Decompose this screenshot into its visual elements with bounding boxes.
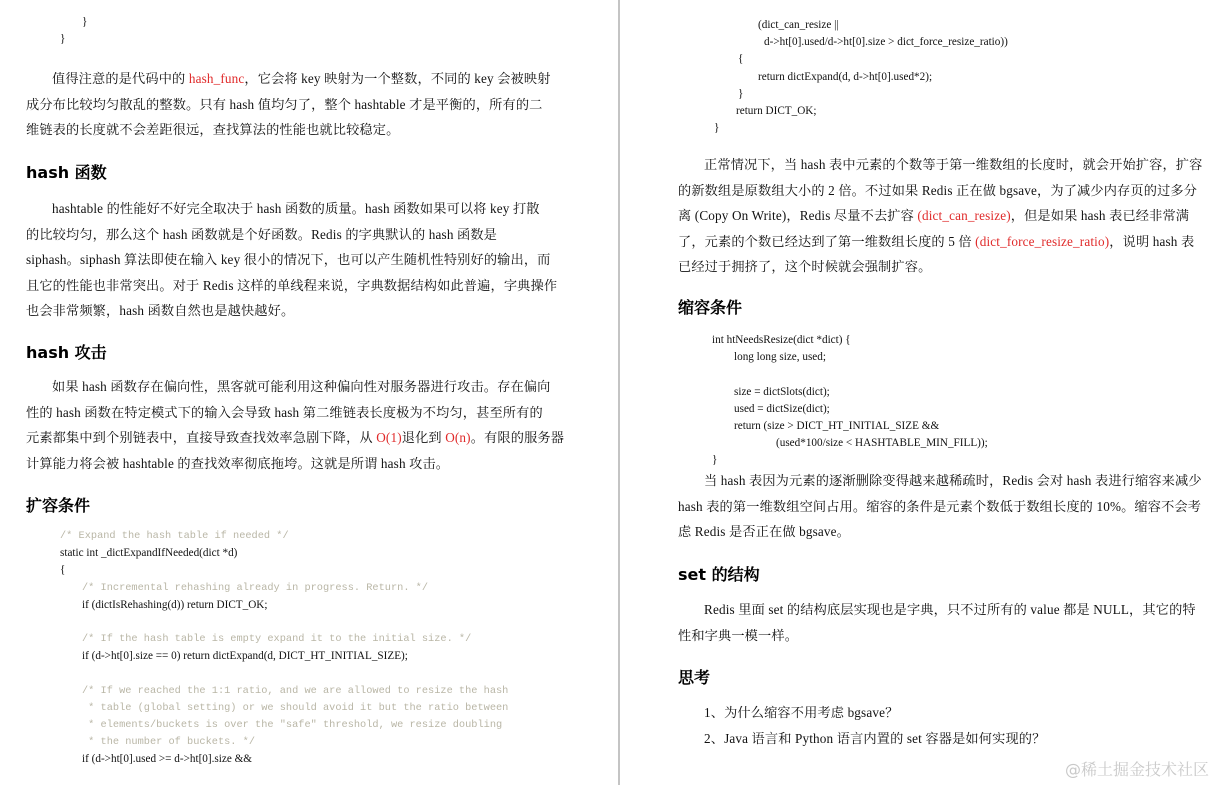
- heading-hash-function: hash 函数: [26, 163, 107, 182]
- paragraph-line: 性的 hash 函数在特定模式下的输入会导致 hash 第二维链表长度极为不均匀，甚至所有的: [26, 404, 543, 420]
- paragraph-line: 性和字典一模一样。: [678, 627, 799, 643]
- code-line: }: [714, 122, 720, 135]
- code-line: {: [738, 53, 744, 66]
- code-line: return dictExpand(d, d->ht[0].used*2);: [758, 70, 933, 83]
- code-line: d->ht[0].used/d->ht[0].size > dict_force_resize_ratio)): [764, 36, 1008, 49]
- paragraph-line: 计算能力将会被 hashtable 的查找效率彻底拖垮。这就是所谓 hash 攻击。: [26, 455, 450, 471]
- code-comment: /* If we reached the 1:1 ratio, and we are allowed to resize the hash: [82, 684, 509, 697]
- paragraph-line: 已经过于拥挤了，这个时候就会强制扩容。: [678, 259, 932, 274]
- shrink-explain-paragraph: [678, 468, 1202, 545]
- heading-shrink-condition: 缩容条件: [678, 298, 743, 317]
- code-line: }: [60, 33, 66, 46]
- code-line: }: [738, 87, 744, 100]
- question-item: 2、Java 语言和 Python 语言内置的 set 容器是如何实现的？: [704, 730, 1046, 746]
- intro-paragraph: [26, 66, 551, 143]
- code-line: (dict_can_resize ||: [758, 19, 839, 31]
- code-line: {: [60, 564, 66, 577]
- code-comment: /* If the hash table is empty expand it to the initial size. */: [82, 633, 472, 646]
- code-line: used = dictSize(dict);: [734, 402, 830, 415]
- paragraph-line: 当 hash 表因为元素的逐渐删除变得越来越稀疏时，Redis 会对 hash 表进行缩容来减少: [704, 473, 1202, 488]
- set-structure-paragraph: [678, 597, 1196, 648]
- code-line: int htNeedsResize(dict *dict) {: [712, 334, 851, 346]
- paragraph-line: siphash。siphash 算法即使在输入 key 很小的情况下，也可以产生随机性特别好的输出，而: [26, 252, 551, 267]
- dict-force-resize-ratio-highlight: (dict_force_resize_ratio): [975, 233, 1110, 249]
- code-line: (used*100/size < HASHTABLE_MIN_FILL));: [776, 437, 988, 450]
- heading-think: 思考: [678, 668, 711, 687]
- paragraph-line: 也会非常频繁，hash 函数自然也是越快越好。: [26, 303, 295, 318]
- paragraph-line: 元素都集中到个别链表中，直接导致查找效率急剧下降，从 O(1)退化到 O(n)。有限的服务器: [26, 430, 565, 445]
- on-highlight: O(n): [445, 430, 471, 445]
- heading-hash-attack: hash 攻击: [26, 343, 107, 362]
- hash-attack-paragraph: [26, 374, 564, 476]
- right-page: [620, 0, 1232, 785]
- code-comment: * table (global setting) or we should avoid it but the ratio between: [82, 701, 509, 714]
- code-comment: /* Expand the hash table if needed */: [60, 530, 289, 542]
- code-line: }: [712, 454, 718, 467]
- code-line: long long size, used;: [734, 351, 826, 364]
- code-comment: * the number of buckets. */: [82, 736, 256, 749]
- question-item: 1、为什么缩容不用考虑 bgsave？: [704, 705, 899, 720]
- paragraph-line: 如果 hash 函数存在偏向性，黑客就可能利用这种偏向性对服务器进行攻击。存在偏向: [52, 379, 551, 394]
- code-comment: * elements/buckets is over the "safe" threshold, we resize doubling: [82, 719, 503, 732]
- paragraph-line: 的新数组是原数组大小的 2 倍。不过如果 Redis 正在做 bgsave，为了减少内存页的过多分: [678, 182, 1198, 198]
- dict-can-resize-highlight: (dict_can_resize): [917, 208, 1011, 223]
- code-line: size = dictSlots(dict);: [734, 385, 830, 398]
- heading-set-structure: set 的结构: [678, 565, 760, 584]
- heading-expand-condition: 扩容条件: [26, 496, 91, 515]
- paragraph-line: 维链表的长度就不会差距很远，查找算法的性能也就比较稳定。: [26, 122, 400, 137]
- code-blank: [60, 614, 508, 631]
- paragraph-line: 的比较均匀，那么这个 hash 函数就是个好函数。Redis 的字典默认的 hash 函数是: [26, 226, 498, 242]
- hash-function-paragraph: [26, 196, 557, 324]
- paragraph-line: hash 表的第一维数组空间占用。缩容的条件是元素个数低于数组长度的 10%。缩容不会考: [678, 498, 1202, 514]
- code-closing-braces: [0, 14, 87, 48]
- code-line: if (dictIsRehashing(d)) return DICT_OK;: [82, 598, 268, 611]
- expand-code-continued: [620, 17, 1008, 137]
- paragraph-line: 成分布比较均匀散乱的整数。只有 hash 值均匀了，整个 hashtable 才是平衡的，所有的二: [26, 96, 543, 112]
- paragraph-line: 离 (Copy On Write)，Redis 尽量不去扩容 (dict_can_resize)，但是如果 hash 表已经非常满: [678, 208, 1190, 223]
- think-question-list: [704, 700, 1045, 751]
- code-line: if (d->ht[0].size == 0) return dictExpand(d, DICT_HT_INITIAL_SIZE);: [82, 650, 408, 663]
- code-line: if (d->ht[0].used >= d->ht[0].size &&: [82, 753, 253, 766]
- code-line: return DICT_OK;: [736, 104, 817, 117]
- shrink-code-block: [712, 332, 988, 470]
- expand-code-block: [60, 528, 508, 769]
- code-line: return (size > DICT_HT_INITIAL_SIZE &&: [734, 419, 940, 432]
- paragraph-line: 了，元素的个数已经达到了第一维数组长度的 5 倍 (dict_force_resize_ratio)，说明 hash 表: [678, 233, 1195, 249]
- paragraph-line: 正常情况下，当 hash 表中元素的个数等于第一维数组的长度时，就会开始扩容，扩容: [704, 157, 1203, 172]
- code-blank: [60, 666, 508, 683]
- watermark: @稀土掘金技术社区: [1065, 760, 1210, 779]
- hash-func-highlight: hash_func: [188, 71, 245, 86]
- code-blank: [712, 366, 988, 383]
- code-comment: /* Incremental rehashing already in progress. Return. */: [82, 581, 429, 594]
- code-line: }: [82, 16, 88, 28]
- paragraph-line: 且它的性能也非常突出。对于 Redis 这样的单线程来说，字典数据结构如此普遍，字典操作: [26, 277, 558, 293]
- paragraph-line: 值得注意的是代码中的 hash_func，它会将 key 映射为一个整数，不同的 key 会被映射: [52, 71, 551, 86]
- paragraph-line: 虑 Redis 是否正在做 bgsave。: [678, 524, 851, 539]
- paragraph-line: Redis 里面 set 的结构底层实现也是字典，只不过所有的 value 都是 NULL，其它的特: [704, 602, 1196, 617]
- paragraph-line: hashtable 的性能好不好完全取决于 hash 函数的质量。hash 函数如果可以将 key 打散: [52, 201, 540, 216]
- expand-explain-paragraph: [678, 152, 1202, 280]
- o1-highlight: O(1): [376, 430, 402, 445]
- code-line: static int _dictExpandIfNeeded(dict *d): [60, 547, 238, 560]
